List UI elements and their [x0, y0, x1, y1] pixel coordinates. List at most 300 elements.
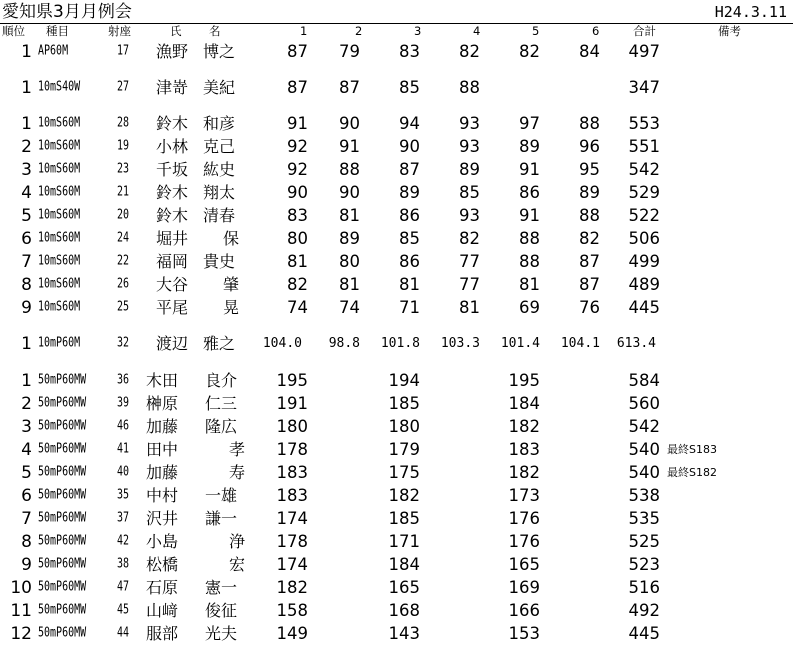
surname-cell: 鈴木 [156, 114, 189, 133]
event-cell: 50mP60MW [38, 510, 87, 526]
rank-cell: 6 [21, 486, 32, 506]
column-header-series-5: 5 [532, 24, 540, 38]
series-2-cell: 88 [339, 160, 360, 179]
series-1-cell: 92 [287, 137, 308, 156]
event-cell: 10mS60M [38, 184, 81, 200]
total-cell: 499 [628, 252, 660, 271]
series-5-cell: 91 [519, 206, 540, 225]
series-1-cell: 90 [287, 183, 308, 202]
series-1-cell: 174 [276, 509, 308, 528]
rank-cell: 8 [21, 532, 32, 552]
rank-cell: 5 [21, 206, 32, 226]
series-3-cell: 71 [399, 298, 420, 317]
rank-cell: 4 [21, 440, 32, 460]
event-cell: 50mP60MW [38, 464, 87, 480]
lane-cell: 26 [116, 277, 130, 292]
series-4-cell [440, 464, 480, 482]
series-3-cell: 185 [388, 394, 420, 413]
series-4-cell [440, 556, 480, 574]
series-5-cell: 81 [519, 275, 540, 294]
lane-cell: 22 [116, 254, 130, 269]
series-3-cell: 165 [388, 578, 420, 597]
given-name-cell: 光夫 [205, 624, 238, 643]
lane-cell: 19 [116, 139, 130, 154]
series-2-cell [320, 510, 360, 528]
series-2-cell [320, 602, 360, 620]
event-cell: 10mS60M [38, 138, 81, 154]
series-6-cell [560, 579, 600, 597]
rank-cell: 1 [21, 78, 32, 98]
series-3-cell: 86 [399, 206, 420, 225]
series-4-cell: 82 [459, 229, 480, 248]
rank-cell: 9 [21, 555, 32, 575]
page-title: 愛知県3月月例会 [2, 2, 132, 22]
series-3-cell: 168 [388, 601, 420, 620]
event-cell: AP60M [38, 43, 69, 59]
surname-cell: 千坂 [156, 160, 189, 179]
series-5-cell: 91 [519, 160, 540, 179]
given-name-cell: 紘史 [203, 160, 236, 179]
series-6-cell: 89 [579, 183, 600, 202]
total-cell: 560 [628, 394, 660, 413]
surname-cell: 平尾 [156, 298, 189, 317]
total-cell: 489 [628, 275, 660, 294]
total-cell: 523 [628, 555, 660, 574]
series-6-cell: 87 [579, 252, 600, 271]
lane-cell: 44 [116, 626, 130, 641]
surname-cell: 田中 [146, 440, 179, 459]
event-cell: 50mP60MW [38, 441, 87, 457]
surname-cell: 小林 [156, 137, 189, 156]
series-6-cell: 88 [579, 114, 600, 133]
lane-cell: 38 [116, 557, 130, 572]
series-4-cell [440, 441, 480, 459]
surname-cell: 加藤 [146, 417, 179, 436]
lane-cell: 35 [116, 488, 130, 503]
event-cell: 50mP60MW [38, 418, 87, 434]
rank-cell: 9 [21, 298, 32, 318]
series-4-cell [440, 418, 480, 436]
given-name-cell: 清春 [203, 206, 236, 225]
lane-cell: 42 [116, 534, 130, 549]
given-name-cell: 肇 [222, 275, 239, 294]
series-5-cell [500, 79, 540, 97]
series-4-cell: 81 [459, 298, 480, 317]
event-cell: 10mS60M [38, 276, 81, 292]
given-name-cell: 仁三 [205, 394, 238, 413]
event-cell: 50mP60MW [38, 579, 87, 595]
total-cell: 522 [628, 206, 660, 225]
series-5-cell: 82 [519, 42, 540, 61]
series-5-cell: 176 [508, 509, 540, 528]
series-5-cell: 88 [519, 252, 540, 271]
event-cell: 50mP60MW [38, 395, 87, 411]
series-2-cell: 90 [339, 183, 360, 202]
rank-cell: 7 [21, 509, 32, 529]
total-cell: 540 [628, 440, 660, 459]
series-1-cell: 149 [276, 624, 308, 643]
series-4-cell: 88 [459, 78, 480, 97]
series-2-cell: 90 [339, 114, 360, 133]
total-cell: 445 [628, 298, 660, 317]
series-3-cell: 182 [388, 486, 420, 505]
event-cell: 50mP60MW [38, 487, 87, 503]
series-1-cell: 92 [287, 160, 308, 179]
event-cell: 50mP60MW [38, 372, 87, 388]
rank-cell: 7 [21, 252, 32, 272]
lane-cell: 21 [116, 185, 130, 200]
series-4-cell [440, 602, 480, 620]
series-1-cell: 183 [276, 463, 308, 482]
series-1-cell: 174 [276, 555, 308, 574]
series-1-cell: 191 [276, 394, 308, 413]
series-3-cell: 94 [399, 114, 420, 133]
surname-cell: 小島 [146, 532, 179, 551]
series-2-cell [320, 579, 360, 597]
given-name-cell: 保 [222, 229, 239, 248]
column-header-series-6: 6 [592, 24, 600, 38]
series-1-cell: 91 [287, 114, 308, 133]
rank-cell: 3 [21, 417, 32, 437]
rank-cell: 1 [21, 371, 32, 391]
given-name-cell: 寿 [228, 463, 245, 482]
rank-cell: 3 [21, 160, 32, 180]
event-cell: 10mP60M [38, 335, 81, 351]
lane-cell: 25 [116, 300, 130, 315]
event-cell: 50mP60MW [38, 533, 87, 549]
series-2-cell: 80 [339, 252, 360, 271]
column-header-series-4: 4 [473, 24, 481, 38]
series-1-cell: 83 [287, 206, 308, 225]
event-cell: 10mS60M [38, 115, 81, 131]
series-4-cell [440, 579, 480, 597]
series-2-cell: 79 [339, 42, 360, 61]
rank-cell: 8 [21, 275, 32, 295]
series-6-cell [560, 372, 600, 390]
series-5-cell: 182 [508, 417, 540, 436]
total-cell: 584 [628, 371, 660, 390]
surname-cell: 中村 [146, 486, 179, 505]
lane-cell: 39 [116, 396, 130, 411]
series-6-cell [560, 418, 600, 436]
series-6-cell: 95 [579, 160, 600, 179]
lane-cell: 40 [116, 465, 130, 480]
lane-cell: 24 [116, 231, 130, 246]
series-6-cell [560, 441, 600, 459]
given-name-cell: 浄 [228, 532, 245, 551]
series-4-cell [440, 533, 480, 551]
series-5-cell: 165 [508, 555, 540, 574]
series-3-cell: 143 [388, 624, 420, 643]
column-header-series-3: 3 [414, 24, 422, 38]
surname-cell: 服部 [146, 624, 179, 643]
surname-cell: 鈴木 [156, 183, 189, 202]
lane-cell: 46 [116, 419, 130, 434]
series-1-cell: 82 [287, 275, 308, 294]
total-cell: 542 [628, 417, 660, 436]
event-cell: 50mP60MW [38, 625, 87, 641]
rank-cell: 1 [21, 42, 32, 62]
series-4-cell: 77 [459, 252, 480, 271]
series-2-cell [320, 533, 360, 551]
given-name-cell: 憲一 [205, 578, 238, 597]
series-5-cell: 86 [519, 183, 540, 202]
total-cell: 613.4 [616, 336, 656, 351]
lane-cell: 20 [116, 208, 130, 223]
event-cell: 10mS40W [38, 79, 81, 95]
total-cell: 535 [628, 509, 660, 528]
series-6-cell [560, 464, 600, 482]
event-cell: 10mS60M [38, 253, 81, 269]
series-5-cell: 169 [508, 578, 540, 597]
series-2-cell: 81 [339, 206, 360, 225]
surname-cell: 漁野 [156, 42, 189, 61]
given-name-cell: 博之 [203, 42, 236, 61]
series-2-cell: 91 [339, 137, 360, 156]
series-1-cell: 87 [287, 78, 308, 97]
series-5-cell: 153 [508, 624, 540, 643]
series-2-cell: 74 [339, 298, 360, 317]
surname-cell: 山﨑 [146, 601, 179, 620]
given-name-cell: 宏 [228, 555, 245, 574]
surname-cell: 津嵜 [156, 78, 189, 97]
series-4-cell: 85 [459, 183, 480, 202]
total-cell: 445 [628, 624, 660, 643]
series-2-cell [320, 556, 360, 574]
series-5-cell: 184 [508, 394, 540, 413]
rank-cell: 12 [10, 624, 32, 644]
series-3-cell: 86 [399, 252, 420, 271]
series-1-cell: 180 [276, 417, 308, 436]
series-3-cell: 184 [388, 555, 420, 574]
series-5-cell: 69 [519, 298, 540, 317]
given-name-cell: 雅之 [203, 334, 236, 353]
column-header-rank: 順位 [2, 24, 25, 38]
series-3-cell: 87 [399, 160, 420, 179]
series-2-cell: 87 [339, 78, 360, 97]
column-header-event: 種目 [46, 24, 69, 38]
event-cell: 10mS60M [38, 299, 81, 315]
series-4-cell: 89 [459, 160, 480, 179]
series-5-cell: 88 [519, 229, 540, 248]
series-3-cell: 180 [388, 417, 420, 436]
surname-cell: 松橋 [146, 555, 179, 574]
lane-cell: 32 [116, 336, 130, 351]
series-5-cell: 182 [508, 463, 540, 482]
series-4-cell: 82 [459, 42, 480, 61]
rank-cell: 1 [21, 114, 32, 134]
total-cell: 506 [628, 229, 660, 248]
series-5-cell: 195 [508, 371, 540, 390]
given-name-cell: 美紀 [203, 78, 236, 97]
given-name-cell: 孝 [228, 440, 245, 459]
total-cell: 551 [628, 137, 660, 156]
series-2-cell [320, 464, 360, 482]
given-name-cell: 良介 [205, 371, 238, 390]
rank-cell: 2 [21, 137, 32, 157]
series-2-cell [320, 487, 360, 505]
series-1-cell: 183 [276, 486, 308, 505]
series-4-cell [440, 510, 480, 528]
lane-cell: 23 [116, 162, 130, 177]
rank-cell: 2 [21, 394, 32, 414]
series-4-cell [440, 487, 480, 505]
series-1-cell: 104.0 [262, 336, 302, 351]
rank-cell: 11 [10, 601, 32, 621]
lane-cell: 27 [116, 80, 130, 95]
series-3-cell: 81 [399, 275, 420, 294]
series-4-cell [440, 372, 480, 390]
series-3-cell: 175 [388, 463, 420, 482]
series-4-cell [440, 395, 480, 413]
given-name-cell: 俊征 [205, 601, 238, 620]
series-2-cell [320, 418, 360, 436]
given-name-cell: 翔太 [203, 183, 236, 202]
surname-cell: 沢井 [146, 509, 179, 528]
series-6-cell: 104.1 [560, 336, 600, 351]
column-header-lane: 射座 [108, 24, 131, 38]
column-header-surname: 氏 [170, 24, 182, 38]
lane-cell: 37 [116, 511, 130, 526]
rank-cell: 6 [21, 229, 32, 249]
series-2-cell: 89 [339, 229, 360, 248]
given-name-cell: 和彦 [203, 114, 236, 133]
series-1-cell: 87 [287, 42, 308, 61]
series-2-cell [320, 372, 360, 390]
note-cell: 最終S182 [667, 466, 717, 479]
series-3-cell: 185 [388, 509, 420, 528]
total-cell: 540 [628, 463, 660, 482]
series-2-cell: 98.8 [328, 336, 360, 351]
series-6-cell [560, 625, 600, 643]
series-1-cell: 182 [276, 578, 308, 597]
series-1-cell: 158 [276, 601, 308, 620]
surname-cell: 鈴木 [156, 206, 189, 225]
column-header-series-1: 1 [300, 24, 308, 38]
series-6-cell [560, 510, 600, 528]
lane-cell: 45 [116, 603, 130, 618]
given-name-cell: 克己 [203, 137, 236, 156]
total-cell: 553 [628, 114, 660, 133]
series-1-cell: 178 [276, 532, 308, 551]
total-cell: 525 [628, 532, 660, 551]
series-3-cell: 101.8 [380, 336, 420, 351]
series-3-cell: 85 [399, 229, 420, 248]
total-cell: 538 [628, 486, 660, 505]
series-4-cell [440, 625, 480, 643]
series-3-cell: 171 [388, 532, 420, 551]
column-header-total: 合計 [633, 24, 656, 38]
event-date: H24.3.11 [714, 3, 787, 21]
series-1-cell: 74 [287, 298, 308, 317]
event-cell: 10mS60M [38, 230, 81, 246]
series-3-cell: 194 [388, 371, 420, 390]
total-cell: 497 [628, 42, 660, 61]
lane-cell: 17 [116, 44, 130, 59]
series-6-cell [560, 487, 600, 505]
column-header-given: 名 [209, 24, 221, 38]
series-6-cell: 84 [579, 42, 600, 61]
series-5-cell: 176 [508, 532, 540, 551]
series-1-cell: 178 [276, 440, 308, 459]
lane-cell: 41 [116, 442, 130, 457]
event-cell: 10mS60M [38, 161, 81, 177]
event-cell: 50mP60MW [38, 556, 87, 572]
rank-cell: 1 [21, 334, 32, 354]
series-6-cell: 82 [579, 229, 600, 248]
surname-cell: 渡辺 [156, 334, 189, 353]
series-2-cell: 81 [339, 275, 360, 294]
series-5-cell: 173 [508, 486, 540, 505]
given-name-cell: 謙一 [205, 509, 238, 528]
surname-cell: 石原 [146, 578, 179, 597]
total-cell: 529 [628, 183, 660, 202]
series-6-cell: 96 [579, 137, 600, 156]
series-5-cell: 166 [508, 601, 540, 620]
series-1-cell: 81 [287, 252, 308, 271]
series-3-cell: 90 [399, 137, 420, 156]
series-5-cell: 89 [519, 137, 540, 156]
series-4-cell: 103.3 [440, 336, 480, 351]
series-5-cell: 97 [519, 114, 540, 133]
series-1-cell: 195 [276, 371, 308, 390]
series-6-cell: 88 [579, 206, 600, 225]
series-6-cell [560, 556, 600, 574]
surname-cell: 大谷 [156, 275, 189, 294]
series-2-cell [320, 441, 360, 459]
total-cell: 347 [628, 78, 660, 97]
surname-cell: 堀井 [156, 229, 189, 248]
series-3-cell: 85 [399, 78, 420, 97]
series-3-cell: 89 [399, 183, 420, 202]
series-4-cell: 93 [459, 114, 480, 133]
series-4-cell: 93 [459, 206, 480, 225]
event-cell: 10mS60M [38, 207, 81, 223]
surname-cell: 木田 [146, 371, 179, 390]
note-cell: 最終S183 [667, 443, 717, 456]
series-2-cell [320, 395, 360, 413]
total-cell: 492 [628, 601, 660, 620]
given-name-cell: 貴史 [203, 252, 236, 271]
series-6-cell: 87 [579, 275, 600, 294]
lane-cell: 28 [116, 116, 130, 131]
series-6-cell [560, 602, 600, 620]
series-2-cell [320, 625, 360, 643]
series-3-cell: 179 [388, 440, 420, 459]
rank-cell: 5 [21, 463, 32, 483]
surname-cell: 福岡 [156, 252, 189, 271]
series-6-cell: 76 [579, 298, 600, 317]
total-cell: 516 [628, 578, 660, 597]
surname-cell: 加藤 [146, 463, 179, 482]
rank-cell: 10 [10, 578, 32, 598]
series-6-cell [560, 395, 600, 413]
series-6-cell [560, 79, 600, 97]
series-3-cell: 83 [399, 42, 420, 61]
rank-cell: 4 [21, 183, 32, 203]
column-header-series-2: 2 [355, 24, 363, 38]
event-cell: 50mP60MW [38, 602, 87, 618]
series-5-cell: 101.4 [500, 336, 540, 351]
surname-cell: 榊原 [146, 394, 179, 413]
lane-cell: 47 [116, 580, 130, 595]
series-1-cell: 80 [287, 229, 308, 248]
series-6-cell [560, 533, 600, 551]
column-header-note: 備考 [718, 24, 741, 38]
series-4-cell: 77 [459, 275, 480, 294]
header-divider [0, 23, 793, 24]
lane-cell: 36 [116, 373, 130, 388]
